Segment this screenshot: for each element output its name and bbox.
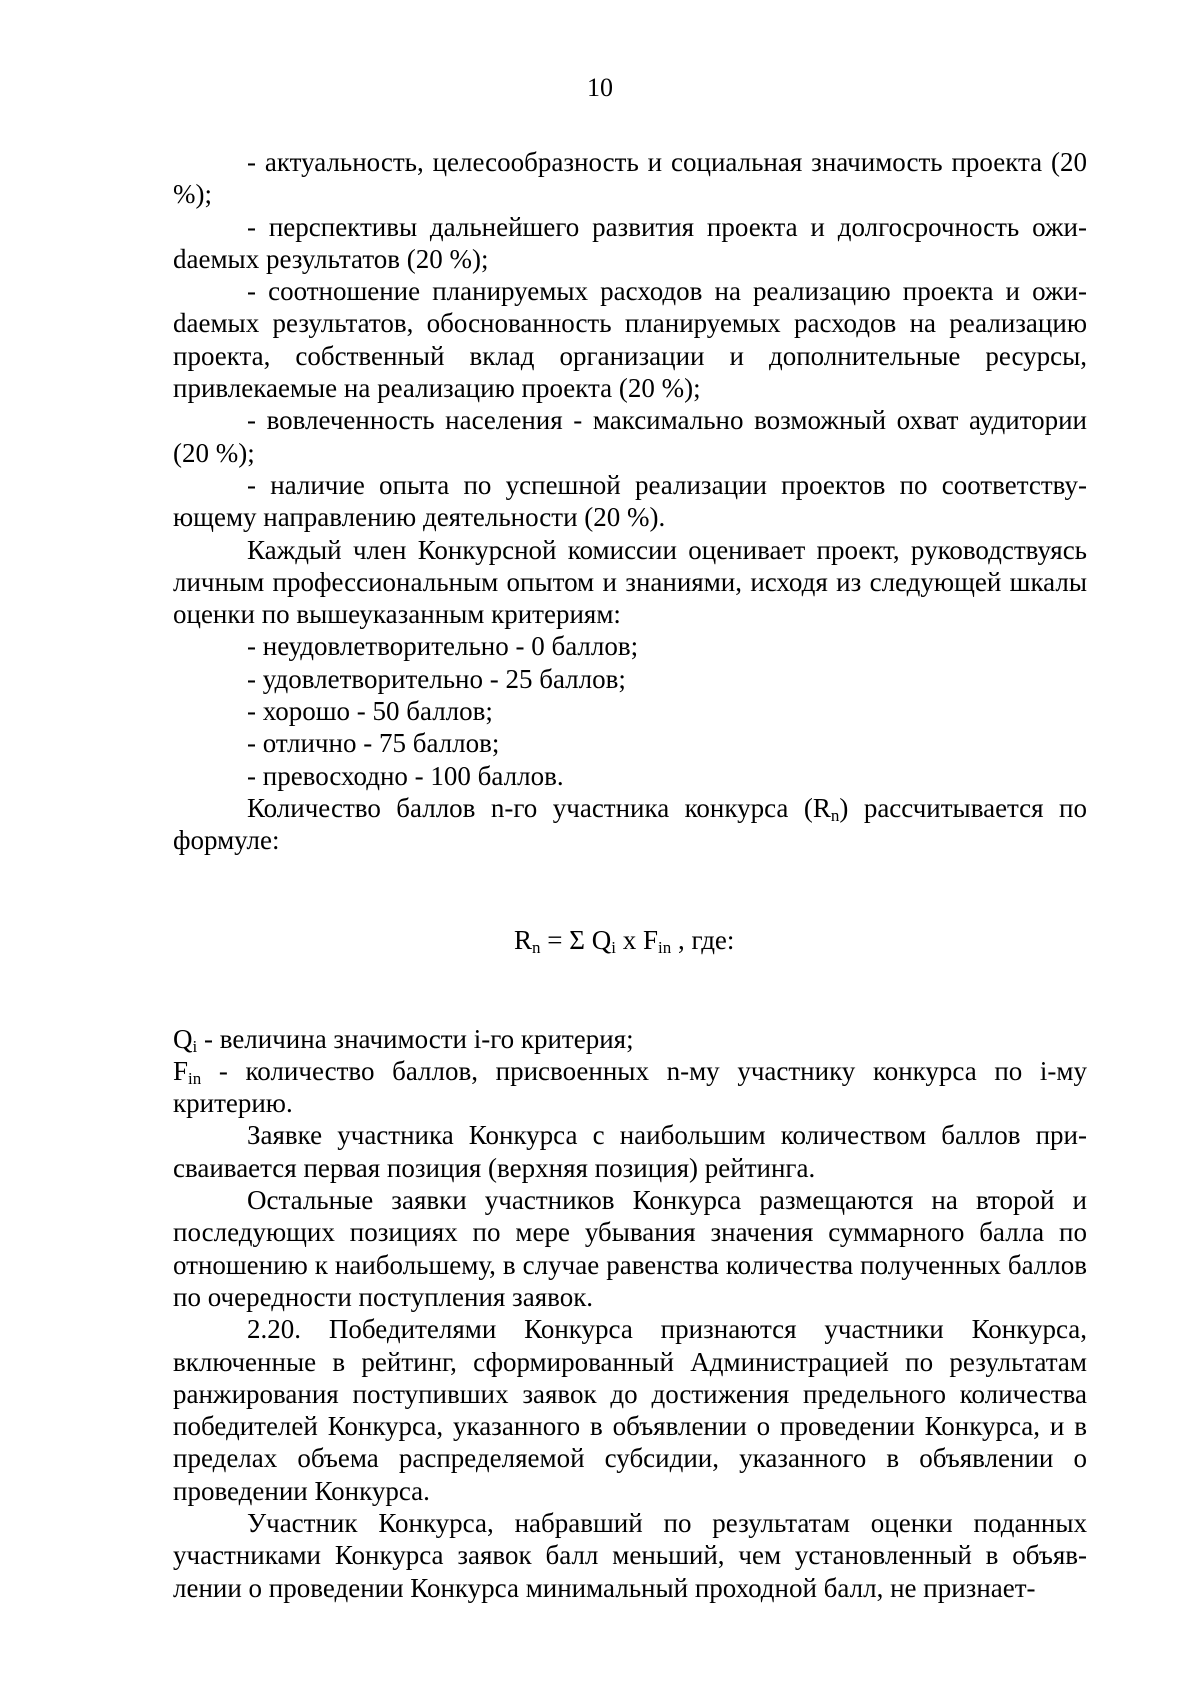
criterion-involvement: - вовлеченность населения - максимально возможный охват аудитории (20 %); — [173, 405, 1087, 468]
definition-f-symbol: F — [173, 1055, 189, 1086]
paragraph-first-position: Заявке участника Конкурса с наибольшим количеством баллов присваивается первая позиция (верхняя позиция) рейтинга. — [173, 1120, 1087, 1183]
scale-item: - удовлетворительно - 25 баллов; — [247, 663, 626, 694]
scale-item: - неудовлетворительно - 0 баллов; — [247, 631, 639, 662]
score-count-text-b: ) рассчитывается по формуле: — [173, 792, 1087, 856]
criterion-cost-ratio: - соотношение планируемых расходов на реализацию проекта и ожиdаемых результатов, обоснованность планируемых расходов на реализацию проекта, собственный вклад организации и дополнительные ресурсы, привлекаемые на реализацию проекта (20 %); — [173, 276, 1087, 404]
scale-item: - отлично - 75 баллов; — [247, 728, 500, 759]
definition-q-sub: i — [192, 1036, 198, 1056]
formula — [173, 857, 1087, 1023]
definition-f — [173, 1055, 1087, 1120]
paragraph-other-bids: Остальные заявки участников Конкурса размещаются на второй и последующих позициях по мере убывания значения суммарного балла по отношению к наибольшему, в случае равенства количества полученных баллов по очередности поступления заявок. — [173, 1185, 1087, 1312]
definition-q-symbol: Q — [173, 1023, 193, 1054]
criterion-prospects: - перспективы дальнейшего развития проекта и долгосрочность ожиdаемых результатов (20 %); — [173, 211, 1087, 274]
paragraph-score-count — [173, 792, 1087, 857]
formula-times: x F — [615, 924, 658, 955]
paragraph-winners: 2.20. Победителями Конкурса признаются участники Конкурса, включенные в рейтинг, сформированный Администрацией по результатам ранжирования поступивших заявок до достижения предельного количества победителей Конкурса, указанного в объявлении о проведении Конкурса, и в пределах объема распределяемой субсидии, указанного в объявлении о проведении Конкурса. — [173, 1314, 1087, 1506]
score-count-text-a: Количество баллов n-го участника конкурса (R — [247, 792, 831, 823]
formula-tail: , где: — [671, 924, 735, 955]
formula-q-sub: i — [611, 937, 616, 957]
page-number: 10 — [587, 73, 613, 102]
definition-f-text: - количество баллов, присвоенных n-му участнику конкурса по i-му критерию. — [173, 1055, 1087, 1119]
paragraph-participant: Участник Конкурса, набравший по результатам оценки поданных участниками Конкурса заявок балл меньший, чем установленный в объявлении о проведении Конкурса минимальный проходной балл, не признает- — [173, 1507, 1087, 1603]
definition-q — [173, 1023, 1087, 1055]
scale-item: - хорошо - 50 баллов; — [247, 696, 493, 727]
score-count-sub: n — [830, 805, 840, 825]
formula-f-sub: in — [657, 937, 672, 957]
definition-f-sub: in — [188, 1068, 202, 1088]
scale-item: - превосходно - 100 баллов. — [247, 760, 564, 791]
criterion-experience: - наличие опыта по успешной реализации проектов по соответствующему направлению деятельности (20 %). — [173, 469, 1087, 533]
formula-sum: = Σ Q — [540, 924, 612, 955]
paragraph-each-member: Каждый член Конкурсной комиссии оценивает проект, руководствуясь личным профессиональным опытом и знаниями, исходя из следующей шкалы оценки по вышеуказанным критериям: — [173, 534, 1087, 630]
body-text — [173, 146, 1087, 1604]
criterion-relevance: - актуальность, целесообразность и социальная значимость проекта (20 %); — [173, 147, 1087, 210]
definition-q-text: - величина значимости i-го критерия; — [197, 1023, 634, 1054]
formula-r: R — [514, 924, 533, 955]
formula-r-sub: n — [532, 937, 541, 957]
